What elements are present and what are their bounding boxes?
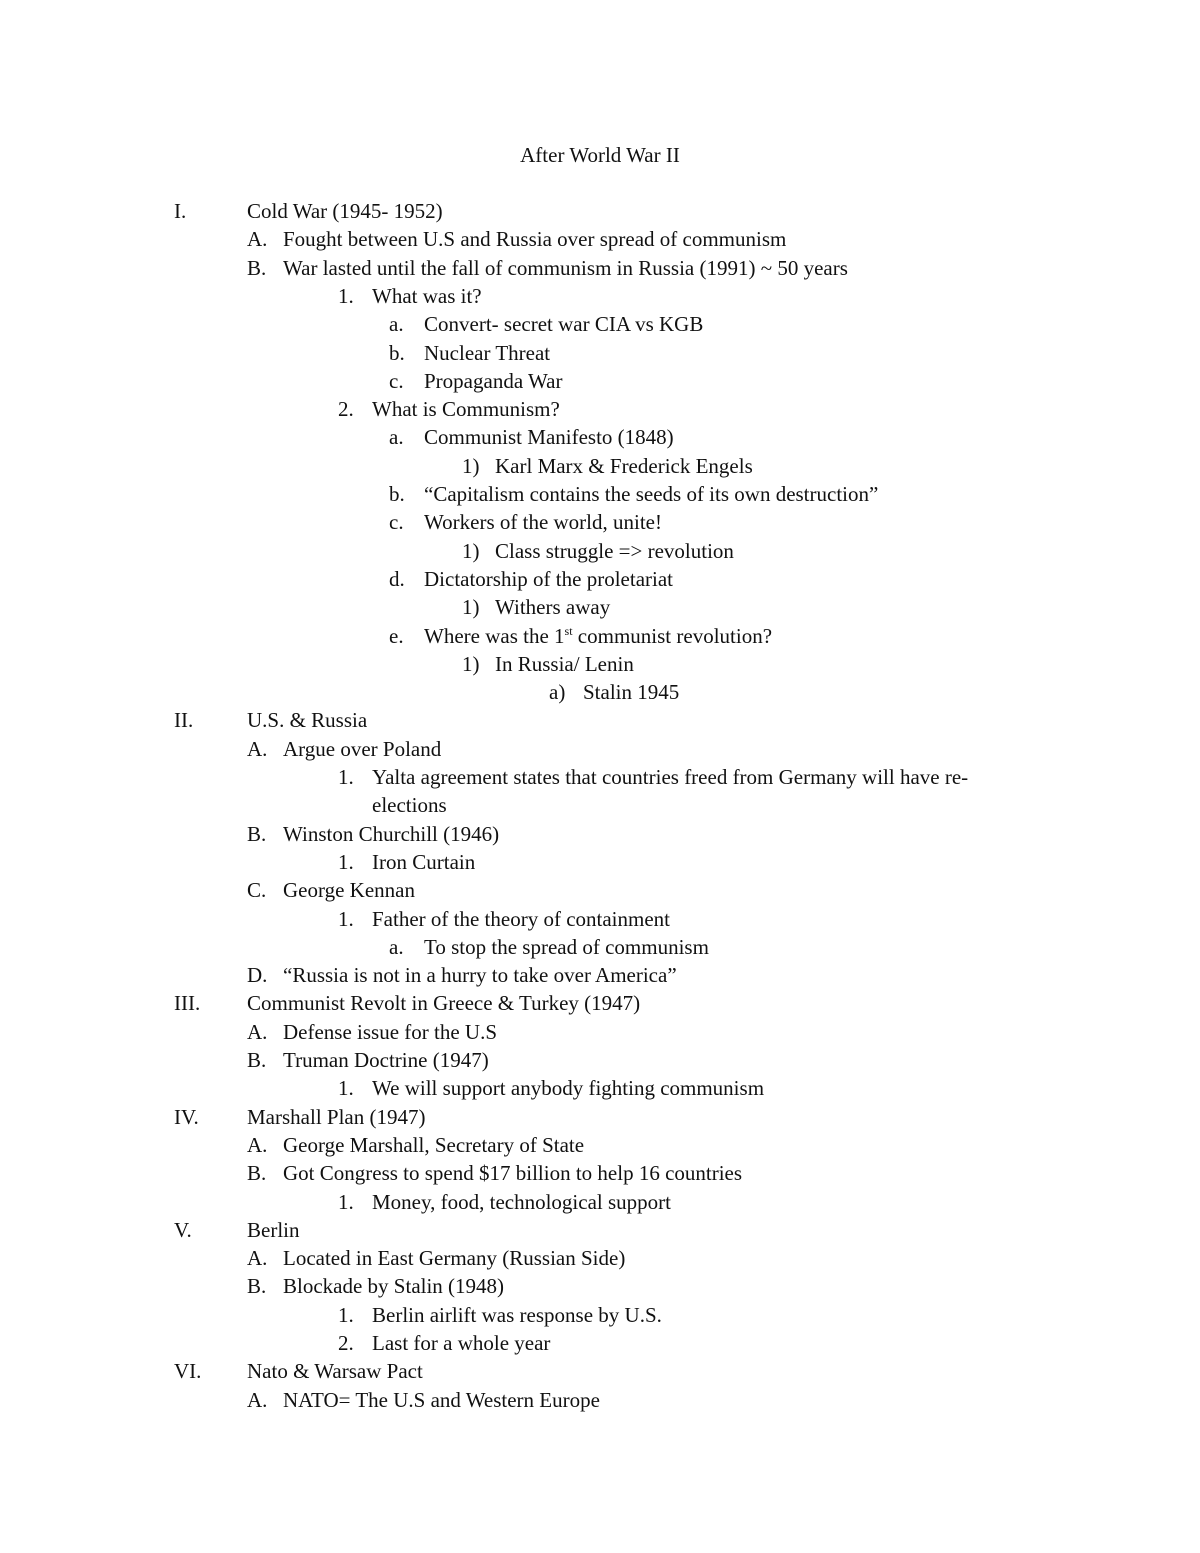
outline-marker: 1. [338,283,354,308]
outline-text [283,225,786,253]
outline-marker: B. [247,821,267,846]
outline-text [372,1301,662,1329]
outline-text-part: Last for a whole year [372,1331,551,1355]
outline-marker: 1. [338,849,354,874]
outline-text [495,593,610,621]
outline-text [283,735,441,763]
outline-text-part: Berlin [247,1217,300,1242]
outline-marker: A. [247,1132,268,1157]
outline-marker: 1) [462,651,480,676]
outline-text-part: George Marshall, Secretary of State [283,1132,585,1157]
outline-marker: 1. [338,1076,354,1101]
page-title: After World War II [520,143,680,167]
outline-marker: 1) [462,538,480,563]
outline-marker: a. [389,312,404,337]
outline-marker: c. [389,510,404,535]
outline-text-part: Marshall Plan (1947) [247,1104,426,1129]
outline-text-part: What was it? [372,283,482,308]
outline-text [424,310,703,338]
outline-text [283,1272,504,1300]
outline-text [424,508,662,536]
outline-marker: b. [389,340,405,365]
outline-text-part: George Kennan [283,878,415,903]
outline-text-part: Communist Revolt in Greece & Turkey (1947) [247,991,641,1016]
outline-marker: A. [247,1019,268,1044]
outline-text [372,763,968,791]
outline-text-part: In Russia/ Lenin [495,651,634,676]
outline-text [283,1046,489,1074]
outline-text [424,423,674,451]
outline-text [283,254,848,282]
outline-text [372,1329,550,1357]
outline-text [247,706,367,734]
outline-text-part: Convert- secret war CIA vs KGB [424,312,704,337]
outline-marker: d. [389,566,405,591]
outline-marker: a. [389,934,404,959]
outline-text [283,820,499,848]
outline-marker: 1. [338,1189,354,1214]
outline-text-part: “Russia is not in a hurry to take over America” [283,963,677,988]
outline-marker: b. [389,482,405,506]
outline-text-part: communist revolution? [572,623,773,648]
outline-marker: 1. [338,1302,354,1327]
outline-text-part: Money, food, technological support [372,1189,671,1214]
outline-text [283,961,677,989]
outline-marker: II. [174,708,194,733]
outline-text-part: What is Communism? [372,397,560,422]
outline-text-part: We will support anybody fighting communism [372,1076,765,1101]
outline-text-part: Winston Churchill (1946) [283,821,500,846]
outline-text [372,791,447,819]
outline-marker: c. [389,368,404,393]
outline-marker: IV. [174,1104,199,1129]
outline-text-part: Got Congress to spend $17 billion to help 16 countries [283,1161,743,1186]
outline-text [283,1131,584,1159]
outline-marker: B. [247,255,267,280]
outline-marker: D. [247,963,268,988]
outline-text [283,1386,600,1414]
outline-text-part: Dictatorship of the proletariat [424,566,673,591]
outline-text [283,1018,497,1046]
outline-text [247,989,640,1017]
outline-text-part: Father of the theory of containment [372,906,670,931]
outline-text-part: Cold War (1945- 1952) [247,199,443,223]
outline-text-part: Defense issue for the U.S [283,1019,498,1044]
outline-text [283,1244,625,1272]
outline-marker: B. [247,1161,267,1186]
outline-text-part: Workers of the world, unite! [424,510,662,535]
outline-text-part: Withers away [495,595,611,620]
outline-text-part: Communist Manifesto (1848) [424,425,674,450]
outline-text [372,848,475,876]
outline-text-part: Stalin 1945 [583,680,680,705]
outline-text [424,339,550,367]
outline-marker: 1. [338,765,354,789]
outline-marker: 2. [338,397,354,422]
outline-text-part: War lasted until the fall of communism in Russia (1991) ~ 50 years [283,255,848,280]
outline-marker: A. [247,736,268,761]
outline-marker: I. [174,199,187,223]
outline-text-part: Karl Marx & Frederick Engels [495,453,753,478]
outline-text-part: Where was the 1 [424,623,565,648]
outline-text [372,1074,764,1102]
outline-text [283,876,415,904]
outline-marker: e. [389,623,404,648]
outline-marker: 1. [338,906,354,931]
outline-text [583,678,679,706]
outline-text [372,905,670,933]
outline-text [283,1159,742,1187]
outline-text [247,197,443,225]
outline-marker: A. [247,1246,268,1271]
outline-text-part: Iron Curtain [372,849,476,874]
outline-text-part: To stop the spread of communism [424,934,709,959]
outline-text [495,650,634,678]
outline-text-part: Class struggle => revolution [495,538,734,563]
outline-marker: VI. [174,1359,202,1384]
outline-text [372,1188,671,1216]
outline-text [247,1357,423,1385]
outline-text-part: Propaganda War [424,368,563,393]
outline-text-part: Nato & Warsaw Pact [247,1359,423,1384]
outline-text-part: elections [372,793,447,818]
outline-text [424,622,772,650]
outline-marker: C. [247,878,267,903]
outline-marker: a. [389,425,404,450]
superscript: st [564,623,573,638]
outline-text [372,395,560,423]
outline-marker: 1) [462,453,480,478]
outline-text [424,480,878,508]
outline-text-part: Located in East Germany (Russian Side) [283,1246,626,1271]
outline-text-part: Yalta agreement states that countries freed from Germany will have re- [372,765,969,789]
outline-marker: III. [174,991,201,1016]
outline-marker: V. [174,1217,192,1242]
outline-text [495,452,753,480]
outline-text-part: Nuclear Threat [424,340,551,365]
outline-text-part: Berlin airlift was response by U.S. [372,1302,662,1327]
outline-text-part: NATO= The U.S and Western Europe [283,1387,600,1412]
outline-marker: A. [247,227,268,252]
outline-marker: B. [247,1274,267,1299]
outline-marker: 1) [462,595,480,620]
outline-marker: 2. [338,1331,354,1355]
outline-text-part: Argue over Poland [283,736,442,761]
outline-marker: A. [247,1387,268,1412]
outline-text [495,537,734,565]
outline-text-part: U.S. & Russia [247,708,368,733]
outline-text-part: Fought between U.S and Russia over spread of communism [283,227,787,252]
outline-text [424,367,562,395]
outline-text-part: “Capitalism contains the seeds of its own destruction” [424,482,879,506]
outline-text [424,933,709,961]
outline-text [247,1216,300,1244]
outline-marker: B. [247,1048,267,1072]
outline-text [247,1103,425,1131]
outline-text [372,282,482,310]
outline-text [424,565,673,593]
outline-marker: a) [549,680,566,705]
outline-text-part: Truman Doctrine (1947) [283,1048,489,1072]
outline-text-part: Blockade by Stalin (1948) [283,1274,505,1299]
